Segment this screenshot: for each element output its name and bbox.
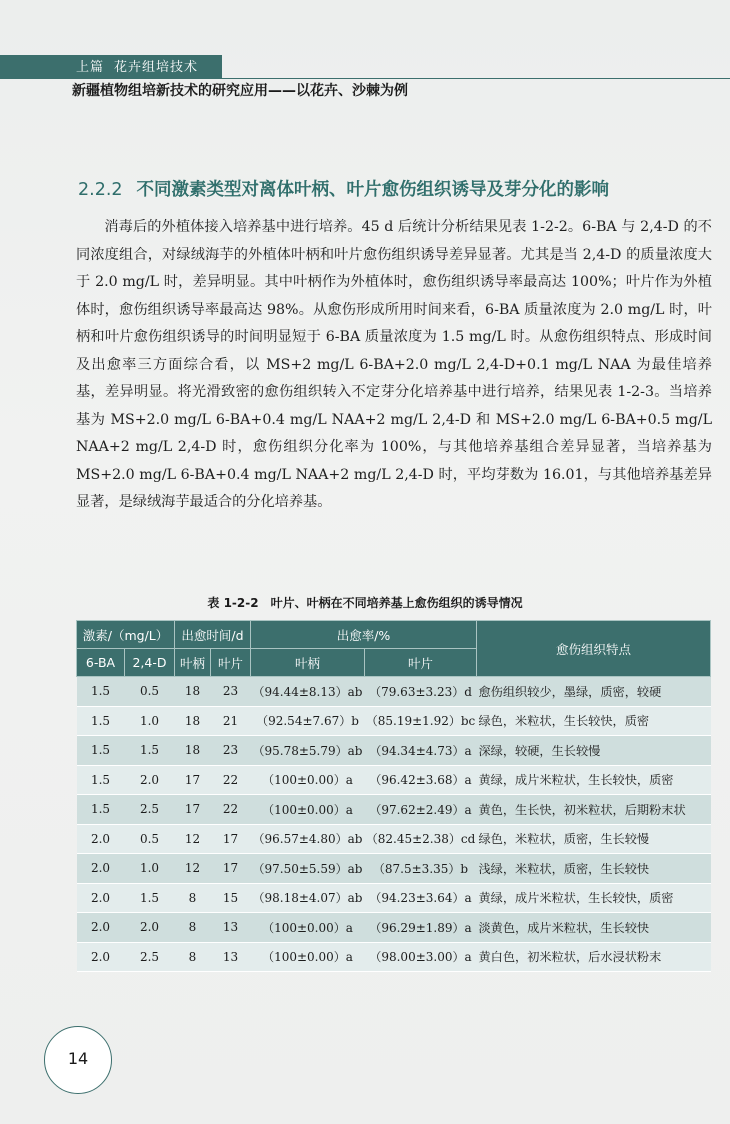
cell-feature: 黄绿，成片米粒状，生长较快，质密: [477, 883, 711, 913]
cell-rate-leaf: （82.45±2.38）cd: [365, 824, 477, 854]
cell-6ba: 2.0: [77, 824, 125, 854]
table-caption: 表 1-2-2 叶片、叶柄在不同培养基上愈伤组织的诱导情况: [207, 596, 523, 610]
cell-6ba: 1.5: [77, 677, 125, 707]
body-paragraph: 消毒后的外植体接入培养基中进行培养。45 d 后统计分析结果见表 1-2-2。6-BA 与 2,4-D 的不同浓度组合，对绿绒海芋的外植体叶柄和叶片愈伤组织诱导差异显著。尤其是当 2,4-D 的质量浓度大于 2.0 mg/L 时，差异明显。其中叶柄作为外植体时，愈伤组织诱导率最高达 100%；叶片作为外植体时，愈伤组织诱导率最高达 98%。从愈伤形成所用时间来看，6-BA 质量浓度为 2.0 mg/L 时，叶柄和叶片愈伤组织诱导的时间明显短于 6-BA 质量浓度为 1.5 mg/L 时。从愈伤组织特点、形成时间及出愈率三方面综合看，以 MS+2 mg/L 6-BA+2.0 mg/L 2,4-D+0.1 mg/L NAA 为最佳培养基，差异明显。将光滑致密的愈伤组织转入不定芽分化培养基中进行培养，结果见表 1-2-3。当培养基为 MS+2.0 mg/L 6-BA+0.4 mg/L NAA+2 mg/L 2,4-D 和 MS+2.0 mg/L 6-BA+0.5 mg/L NAA+2 mg/L 2,4-D 时，愈伤组织分化率为 100%，与其他培养基组合差异显著，当培养基为 MS+2.0 mg/L 6-BA+0.4 mg/L NAA+2 mg/L 2,4-D 时，平均芽数为 16.01，与其他培养基差异显著，是绿绒海芋最适合的分化培养基。: [76, 219, 712, 510]
table-row: [77, 942, 711, 972]
part-label: 上篇: [76, 60, 105, 75]
cell-24d: 2.0: [125, 913, 175, 943]
header-24d: 2,4-D: [125, 649, 175, 677]
cell-24d: 1.5: [125, 883, 175, 913]
cell-24d: 1.0: [125, 854, 175, 884]
running-header: [76, 56, 198, 75]
header-time: 出愈时间/d: [175, 621, 251, 649]
cell-time-petiole: 8: [175, 942, 211, 972]
cell-feature: 绿色，米粒状，生长较快，质密: [477, 706, 711, 736]
cell-time-petiole: 18: [175, 736, 211, 766]
cell-feature: 淡黄色，成片米粒状，生长较快: [477, 913, 711, 943]
cell-time-leaf: 23: [211, 677, 251, 707]
cell-rate-leaf: （85.19±1.92）bc: [365, 706, 477, 736]
cell-time-petiole: 18: [175, 706, 211, 736]
cell-6ba: 2.0: [77, 942, 125, 972]
page-number: 14: [67, 1049, 89, 1068]
table-row: [77, 736, 711, 766]
cell-feature: 绿色，米粒状，质密，生长较慢: [477, 824, 711, 854]
header-rate: 出愈率/%: [251, 621, 477, 649]
table-row: [77, 706, 711, 736]
cell-6ba: 1.5: [77, 706, 125, 736]
cell-time-petiole: 17: [175, 795, 211, 825]
cell-feature: 黄绿，成片米粒状，生长较快，质密: [477, 765, 711, 795]
cell-24d: 1.5: [125, 736, 175, 766]
cell-time-leaf: 13: [211, 942, 251, 972]
section-title: 不同激素类型对离体叶柄、叶片愈伤组织诱导及芽分化的影响: [136, 180, 610, 200]
cell-24d: 1.0: [125, 706, 175, 736]
cell-rate-leaf: （96.42±3.68）a: [365, 765, 477, 795]
cell-rate-petiole: （97.50±5.59）ab: [251, 854, 365, 884]
table-row: [77, 677, 711, 707]
cell-rate-petiole: （96.57±4.80）ab: [251, 824, 365, 854]
table-row: [77, 883, 711, 913]
table-row: [77, 765, 711, 795]
header-divider: [0, 78, 730, 79]
cell-time-leaf: 22: [211, 795, 251, 825]
cell-rate-petiole: （98.18±4.07）ab: [251, 883, 365, 913]
cell-feature: 浅绿，米粒状，质密，生长较快: [477, 854, 711, 884]
header-6ba: 6-BA: [77, 649, 125, 677]
cell-time-petiole: 17: [175, 765, 211, 795]
cell-rate-leaf: （87.5±3.35）b: [365, 854, 477, 884]
cell-rate-petiole: （95.78±5.79）ab: [251, 736, 365, 766]
cell-time-leaf: 13: [211, 913, 251, 943]
cell-time-petiole: 8: [175, 883, 211, 913]
part-title: 花卉组培技术: [114, 60, 199, 75]
header-rate-petiole: 叶柄: [251, 649, 365, 677]
cell-6ba: 1.5: [77, 736, 125, 766]
cell-6ba: 1.5: [77, 795, 125, 825]
cell-rate-leaf: （96.29±1.89）a: [365, 913, 477, 943]
cell-feature: 黄色，生长快，初米粒状，后期粉末状: [477, 795, 711, 825]
cell-rate-petiole: （100±0.00）a: [251, 765, 365, 795]
cell-6ba: 2.0: [77, 913, 125, 943]
cell-time-leaf: 22: [211, 765, 251, 795]
cell-6ba: 2.0: [77, 883, 125, 913]
book-title: 新疆植物组培新技术的研究应用——以花卉、沙棘为例: [72, 83, 408, 99]
cell-time-petiole: 18: [175, 677, 211, 707]
section-heading: [78, 176, 609, 201]
table-row: [77, 854, 711, 884]
cell-rate-petiole: （92.54±7.67）b: [251, 706, 365, 736]
table-row: [77, 824, 711, 854]
cell-rate-leaf: （94.23±3.64）a: [365, 883, 477, 913]
cell-time-petiole: 12: [175, 824, 211, 854]
cell-time-petiole: 8: [175, 913, 211, 943]
cell-rate-leaf: （98.00±3.00）a: [365, 942, 477, 972]
cell-rate-leaf: （79.63±3.23）d: [365, 677, 477, 707]
cell-time-leaf: 17: [211, 854, 251, 884]
table-header-row: [77, 621, 711, 649]
header-time-petiole: 叶柄: [175, 649, 211, 677]
cell-24d: 2.5: [125, 942, 175, 972]
cell-rate-petiole: （100±0.00）a: [251, 795, 365, 825]
cell-6ba: 1.5: [77, 765, 125, 795]
header-rate-leaf: 叶片: [365, 649, 477, 677]
cell-rate-petiole: （100±0.00）a: [251, 942, 365, 972]
cell-time-leaf: 15: [211, 883, 251, 913]
cell-6ba: 2.0: [77, 854, 125, 884]
table-row: [77, 913, 711, 943]
section-number: 2.2.2: [78, 180, 123, 200]
table-row: [77, 795, 711, 825]
cell-time-leaf: 21: [211, 706, 251, 736]
header-hormone: 激素/（mg/L）: [77, 621, 175, 649]
cell-24d: 2.0: [125, 765, 175, 795]
cell-rate-leaf: （94.34±4.73）a: [365, 736, 477, 766]
cell-time-leaf: 17: [211, 824, 251, 854]
callus-induction-table: [76, 620, 711, 972]
body-text: [76, 214, 712, 517]
cell-feature: 愈伤组织较少，墨绿，质密，较硬: [477, 677, 711, 707]
cell-24d: 0.5: [125, 677, 175, 707]
cell-feature: 黄白色，初米粒状，后水浸状粉末: [477, 942, 711, 972]
cell-feature: 深绿，较硬，生长较慢: [477, 736, 711, 766]
cell-rate-leaf: （97.62±2.49）a: [365, 795, 477, 825]
cell-time-leaf: 23: [211, 736, 251, 766]
cell-rate-petiole: （100±0.00）a: [251, 913, 365, 943]
header-feature: 愈伤组织特点: [477, 621, 711, 677]
header-time-leaf: 叶片: [211, 649, 251, 677]
cell-24d: 0.5: [125, 824, 175, 854]
cell-24d: 2.5: [125, 795, 175, 825]
cell-rate-petiole: （94.44±8.13）ab: [251, 677, 365, 707]
cell-time-petiole: 12: [175, 854, 211, 884]
